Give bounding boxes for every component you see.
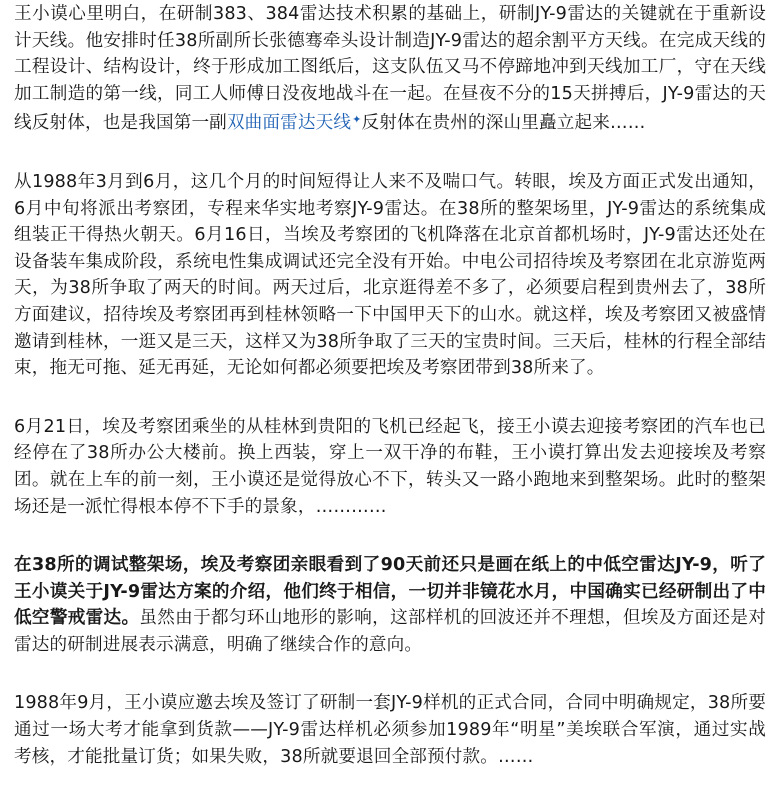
paragraph-delegation-visit — [14, 552, 766, 658]
paragraph-june-21: 6月21日，埃及考察团乘坐的从桂林到贵阳的飞机已经起飞，接王小谟去迎接考察团的汽车也已经停在了38所办公大楼前。换上西装，穿上一双干净的布鞋，王小谟打算出发去迎接埃及考察团。就在上车的前一刻，王小谟还是觉得放心不下，转头又一路小跑地来到整架场。此时的整架场还是一派忙得根本停不下手的景象，………… — [14, 416, 766, 517]
paragraph-antenna — [14, 0, 766, 137]
paragraph-inspection-schedule: 从1988年3月到6月，这几个月的时间短得让人来不及喘口气。转眼，埃及方面正式发出通知，6月中旬将派出考察团，专程来华实地考察JY-9雷达。在38所的整架场里，JY-9雷达的系统集成组装正干得热火朝天。6月16日，当埃及考察团的飞机降落在北京首都机场时，JY-9雷达还处在设备装车集成阶段，系统电性集成调试还完全没有开始。中电公司招待埃及考察团在北京游览两天，为38所争取了两天的时间。两天过后，北京逛得差不多了，必须要启程到贵州去了，38所方面建议，招待埃及考察团再到桂林领略一下中国甲天下的山水。就这样，埃及考察团又被盛情邀请到桂林，一逛又是三天，这样又为38所争取了三天的宝贵时间。三天后，桂林的行程全部结束，拖无可拖、延无再延，无论如何都必须要把埃及考察团带到38所来了。 — [14, 171, 766, 379]
paragraph-spacer — [14, 520, 766, 552]
paragraph-contract: 1988年9月，王小谟应邀去埃及签订了研制一套JY-9样机的正式合同，合同中明确规定，38所要通过一场大考才能拿到货款——JY-9雷达样机必须参加1989年“明星”美埃联合军演，通过实战考核，才能批量订货；如果失败，38所就要退回全部预付款。…… — [14, 693, 766, 767]
paragraph-antenna-text: 王小谟心里明白，在研制383、384雷达技术积累的基础上，研制JY-9雷达的关键就在于重新设计天线。他安排时任38所副所长张德骞牵头设计制造JY-9雷达的超余割平方天线。在完成天线的工程设计、结构设计，终于形成加工图纸后，这支队伍又马不停蹄地冲到天线加工厂，守在天线加工制造的第一线，同工人师傅日没夜地战斗在一起。在昼夜不分的15天拼搏后，JY-9雷达的天线反射体，也是我国第一副 — [14, 4, 766, 134]
sparkle-icon[interactable]: ✦ — [352, 113, 362, 127]
antenna-term-link[interactable]: 双曲面雷达天线 — [226, 113, 352, 134]
paragraph-spacer — [14, 658, 766, 690]
paragraph-spacer — [14, 382, 766, 414]
paragraph-spacer — [14, 137, 766, 169]
paragraph-visit-outcome: 虽然由于都匀环山地形的影响，这部样机的回波还并不理想，但埃及方面还是对雷达的研制进展表示满意，明确了继续合作的意向。 — [14, 608, 766, 655]
paragraph-antenna-tail: 反射体在贵州的深山里矗立起来…… — [361, 113, 646, 134]
paragraph-bold-highlight: 在38所的调试整架场，埃及考察团亲眼看到了90天前还只是画在纸上的中低空雷达JY-9，听了王小谟关于JY-9雷达方案的介绍，他们终于相信，一切并非镜花水月，中国确实已经研制出了中低空警戒雷达。 — [14, 555, 766, 629]
